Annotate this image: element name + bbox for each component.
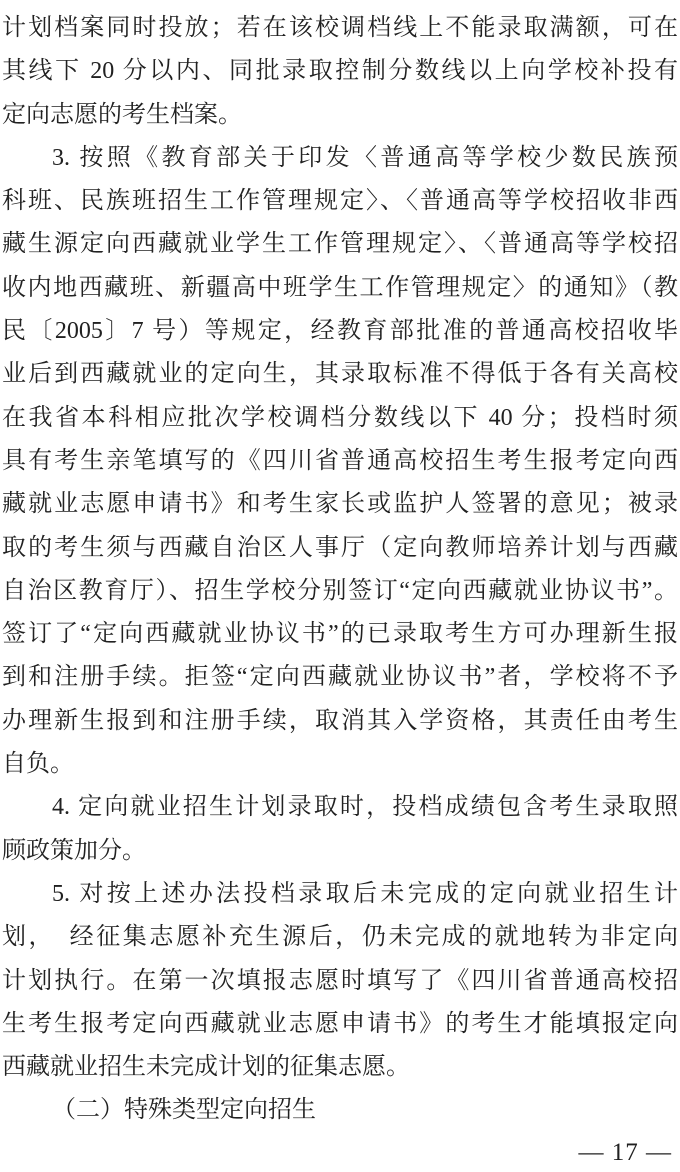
text-line: 办理新生报到和注册手续，取消其入学资格，其责任由考生: [2, 707, 678, 734]
text-line: 收内地西藏班、新疆高中班学生工作管理规定〉的通知》（教: [2, 274, 678, 301]
text-line: 具有考生亲笔填写的《四川省普通高校招生考生报考定向西: [2, 447, 678, 474]
text-line: 划， 经征集志愿补充生源后，仍未完成的就地转为非定向: [2, 924, 678, 951]
text-line: 签订了“定向西藏就业协议书”的已录取考生方可办理新生报: [2, 621, 678, 648]
text-line: （二）特殊类型定向招生: [52, 1097, 316, 1124]
document-lines: [2, 7, 678, 1133]
page-number: — 17 —: [578, 1139, 672, 1166]
text-line: 生考生报考定向西藏就业志愿申请书》的考生才能填报定向: [2, 1010, 678, 1037]
text-line: 其线下 20 分以内、同批录取控制分数线以上向学校补投有: [2, 58, 678, 85]
text-line: 4. 定向就业招生计划录取时，投档成绩包含考生录取照: [52, 794, 678, 821]
text-line: 藏就业志愿申请书》和考生家长或监护人签署的意见；被录: [2, 491, 678, 518]
text-line: 定向志愿的考生档案。: [2, 101, 242, 128]
text-line: 在我省本科相应批次学校调档分数线以下 40 分；投档时须: [2, 404, 678, 431]
text-line: 取的考生须与西藏自治区人事厅（定向教师培养计划与西藏: [2, 534, 678, 561]
text-line: 5. 对按上述办法投档录取后未完成的定向就业招生计: [52, 880, 678, 907]
text-line: 自治区教育厅）、招生学校分别签订“定向西藏就业协议书”。: [2, 577, 678, 604]
text-line: 藏生源定向西藏就业学生工作管理规定〉、〈普通高等学校招: [2, 231, 678, 258]
text-line: 计划档案同时投放；若在该校调档线上不能录取满额，可在: [2, 15, 678, 41]
text-line: 民〔2005〕7 号）等规定，经教育部批准的普通高校招收毕: [2, 318, 678, 345]
text-line: 西藏就业招生未完成计划的征集志愿。: [2, 1054, 410, 1081]
text-line: 科班、民族班招生工作管理规定〉、〈普通高等学校招收非西: [2, 188, 678, 215]
text-line: 业后到西藏就业的定向生，其录取标准不得低于各有关高校: [2, 361, 678, 388]
text-line: 计划执行。在第一次填报志愿时填写了《四川省普通高校招: [2, 967, 678, 994]
text-line: 自负。: [2, 751, 74, 778]
text-line: 3. 按照《教育部关于印发〈普通高等学校少数民族预: [52, 144, 678, 171]
text-line: 顾政策加分。: [2, 837, 146, 864]
text-line: 到和注册手续。拒签“定向西藏就业协议书”者，学校将不予: [2, 664, 678, 691]
